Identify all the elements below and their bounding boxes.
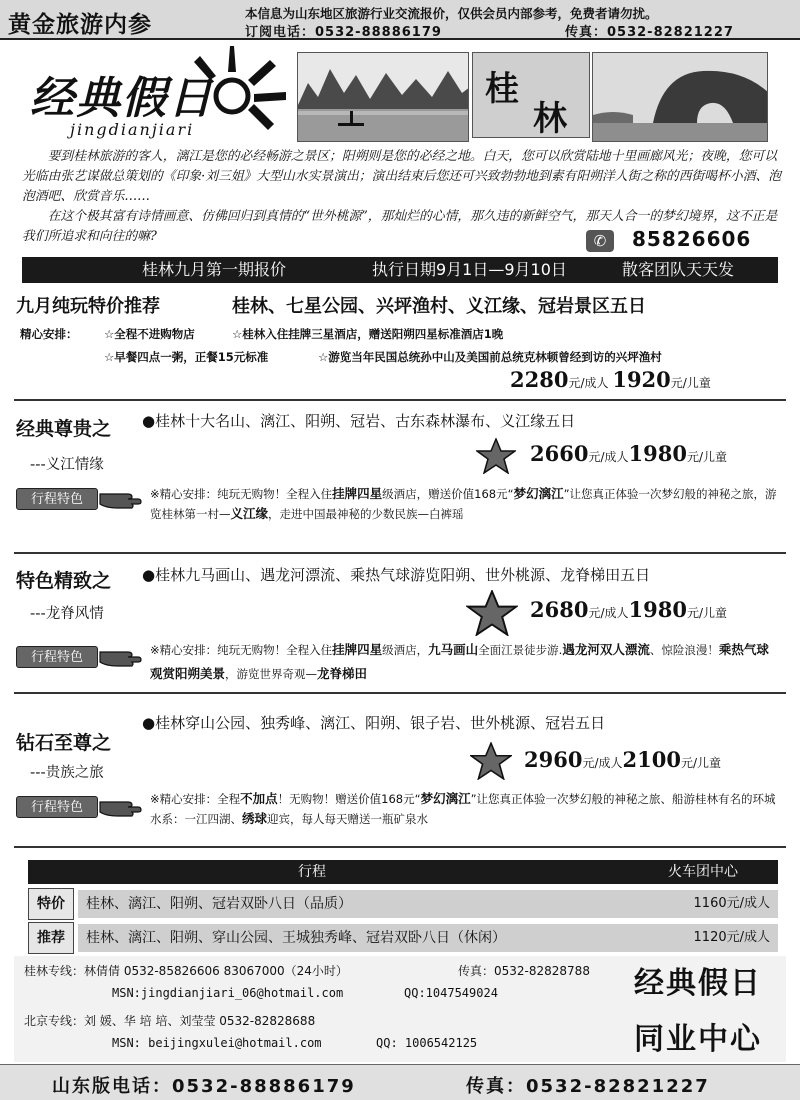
footer-bar	[0, 1064, 800, 1100]
route1-description	[150, 484, 778, 524]
divider	[14, 552, 786, 554]
telephone-icon: ✆	[586, 230, 614, 252]
route2-desc-highlight: 龙脊梯田	[317, 666, 368, 681]
star-icon	[466, 590, 518, 636]
route3-description	[150, 789, 778, 829]
route3-desc-part: 迎宾，每人每天赠送一瓶矿泉水	[267, 812, 429, 826]
agency-name: 经典假日	[634, 966, 762, 1001]
route3-desc-part: ※精心安排：全程	[150, 792, 241, 806]
route1-desc-part: ※精心安排：纯玩无购物！全程入住	[150, 487, 333, 501]
special-note-3: ☆早餐四点一粥，正餐15元标准	[104, 350, 269, 364]
route1-desc-highlight: 梦幻漓江	[513, 486, 564, 501]
li-river-photo	[297, 52, 469, 142]
route2-adult-price: 2680	[530, 597, 589, 622]
special-title: 九月纯玩特价推荐	[16, 296, 160, 317]
route1-route: ●桂林十大名山、漓江、阳朔、冠岩、古东森林瀑布、义江缘五日	[142, 412, 576, 430]
footer-fax: 传真：0532-82821227	[466, 1076, 710, 1097]
train-table	[28, 886, 778, 954]
hotline-number: 85826606	[632, 227, 752, 251]
route1-sub: ---义江情缘	[30, 457, 104, 473]
route2-desc-highlight: 遇龙河双人漂流	[562, 642, 650, 657]
beijing-line: 北京专线：刘 媛、华 培 培、刘莹莹 0532-82828688	[24, 1014, 316, 1028]
route1-desc-part: 级酒店，赠送价值168元“	[382, 487, 514, 501]
divider	[14, 846, 786, 848]
special-label: 精心安排：	[20, 327, 78, 341]
intro-paragraph-2: 在这个极其富有诗情画意、仿佛回归到真情的“世外桃源”，那灿烂的心情，那久违的新鲜空气，那天人合一的梦幻境界，这不正是我们所追求和向往的嘛?	[22, 209, 778, 244]
route2-feature-tag	[16, 644, 142, 670]
city-char-lin: 林	[533, 99, 567, 139]
special-note-2: ☆桂林入住挂牌三星酒店，赠送阳朔四星标准酒店1晚	[232, 327, 504, 341]
special-note-1: ☆全程不进购物店	[104, 327, 195, 341]
elephant-hill-photo	[592, 52, 768, 142]
table-row	[78, 924, 778, 952]
badge-recommend: 推荐	[28, 922, 74, 954]
route2-child-unit: 元/儿童	[686, 606, 727, 620]
pointing-hand-icon	[98, 794, 142, 820]
feature-tag-label: 行程特色	[16, 796, 98, 818]
special-adult-price: 2280	[510, 367, 569, 392]
route2-desc-highlight: 九马画山	[428, 642, 479, 657]
route3-route: ●桂林穿山公园、独秀峰、漓江、阳朔、银子岩、世外桃源、冠岩五日	[142, 714, 606, 732]
route2-desc-part: ，游览世界奇观—	[225, 667, 318, 681]
hotline	[586, 229, 782, 254]
route2-desc-highlight: 挂牌四星	[332, 642, 383, 657]
pointing-hand-icon	[98, 644, 142, 670]
route2-child-price: 1980	[628, 597, 687, 622]
intro-paragraph-1: 要到桂林旅游的客人，漓江是您的必经畅游之景区；阳朔则是您的必经之地。白天，您可以欣赏陆地十里画廊风光；夜晚，您可以光临由张艺谋做总策划的《印象·刘三姐》大型山水实景演出；演出结束后您还可兴致勃勃地到素有阳朔洋人街之称的西街喝杯小酒、泡泡酒吧、欣赏音乐……	[22, 149, 782, 204]
route1-price	[530, 441, 727, 466]
route2-route: ●桂林九马画山、遇龙河漂流、乘热气球游览阳朔、世外桃源、龙脊梯田五日	[142, 566, 651, 584]
route2-desc-part: 全面江景徒步游.	[478, 643, 563, 657]
badge-special: 特价	[28, 888, 74, 920]
special-child-unit: 元/儿童	[670, 376, 711, 390]
route3-desc-part: ”让您真正体验一次梦幻般的神秘之旅、船游桂林有名的环城水系：一江四湖、	[150, 792, 776, 826]
route3-sub: ---贵族之旅	[30, 765, 104, 781]
table-col-center: 火车团中心	[668, 864, 738, 880]
route3-desc-part: ！无购物！赠送价值168元“	[277, 792, 421, 806]
footer-tel: 山东版电话：0532-88886179	[52, 1076, 356, 1097]
route1-desc-highlight: 义江缘	[230, 506, 269, 521]
pointing-hand-icon	[98, 486, 142, 512]
route1-adult-unit: 元/成人	[588, 450, 629, 464]
issue-title: 桂林九月第一期报价	[142, 260, 287, 279]
table-row-route: 桂林、漓江、阳朔、冠岩双卧八日（品质）	[86, 896, 352, 912]
special-note-4: ☆游览当年民国总统孙中山及美国前总统克林顿曾经到访的兴坪渔村	[318, 350, 662, 364]
logo	[20, 44, 290, 144]
table-col-route: 行程	[298, 864, 326, 880]
divider	[14, 692, 786, 694]
route3-feature-tag	[16, 794, 142, 820]
subscribe-phone: 订阅电话：0532-88886179	[245, 25, 442, 40]
logo-word: 经典假日	[30, 73, 214, 124]
route3-adult-unit: 元/成人	[582, 756, 623, 770]
route2-desc-part: 级酒店，	[382, 643, 429, 657]
route3-child-price: 2100	[622, 747, 681, 772]
guilin-qq: QQ:1047549024	[404, 986, 498, 1000]
feature-tag-label: 行程特色	[16, 488, 98, 510]
logo-pinyin: jingdianjiari	[70, 120, 195, 139]
special-price	[510, 367, 711, 392]
route1-desc-part: ，走进中国最神秘的少数民族—白裤瑶	[268, 507, 464, 521]
issue-banner	[22, 257, 778, 283]
route1-child-unit: 元/儿童	[686, 450, 727, 464]
table-row-price: 1120元/成人	[693, 930, 770, 945]
city-char-gui: 桂	[485, 69, 519, 109]
city-title-box	[472, 52, 590, 138]
beijing-msn: MSN: beijingxulei@hotmail.com	[112, 1036, 322, 1050]
special-adult-unit: 元/成人	[568, 376, 609, 390]
route2-adult-unit: 元/成人	[588, 606, 629, 620]
route2-desc-highlight: 乘热气球观赏阳朔美景	[150, 642, 769, 681]
divider	[14, 399, 786, 401]
route3-price	[524, 747, 721, 772]
route2-description	[150, 638, 778, 686]
header-notice: 本信息为山东地区旅游行业交流报价，仅供会员内部参考，免费者请勿扰。	[245, 6, 658, 21]
route1-adult-price: 2660	[530, 441, 589, 466]
guilin-line: 桂林专线：林倩倩 0532-85826606 83067000（24小时）	[24, 964, 348, 978]
table-row-route: 桂林、漓江、阳朔、穿山公园、王城独秀峰、冠岩双卧八日（休闲）	[86, 930, 506, 946]
table-row	[78, 890, 778, 918]
issue-note: 散客团队天天发	[622, 260, 735, 279]
brand-title: 黄金旅游内参	[8, 12, 152, 38]
route1-desc-highlight: 挂牌四星	[332, 486, 383, 501]
route2-desc-part: 、惊险浪漫！	[649, 643, 719, 657]
route3-adult-price: 2960	[524, 747, 583, 772]
star-icon	[476, 438, 516, 474]
route3-desc-highlight: 梦幻漓江	[420, 791, 471, 806]
sun-icon	[190, 44, 290, 134]
guilin-msn: MSN:jingdianjiari_06@hotmail.com	[112, 986, 344, 1000]
agency-center: 同业中心	[634, 1022, 762, 1057]
guilin-fax: 传真：0532-82828788	[458, 964, 590, 978]
route1-child-price: 1980	[628, 441, 687, 466]
special-route: 桂林、七星公园、兴坪渔村、义江缘、冠岩景区五日	[232, 296, 646, 317]
route1-name: 经典尊贵之	[16, 418, 112, 440]
train-table-header	[28, 860, 778, 884]
route3-child-unit: 元/儿童	[680, 756, 721, 770]
star-icon	[470, 742, 512, 780]
issue-dates: 执行日期9月1日—9月10日	[372, 260, 567, 279]
feature-tag-label: 行程特色	[16, 646, 98, 668]
header-fax: 传真：0532-82821227	[565, 25, 734, 40]
route2-sub: ---龙脊风情	[30, 606, 104, 622]
contact-block	[14, 956, 786, 1062]
route3-desc-highlight: 不加点	[240, 791, 278, 806]
route3-name: 钻石至尊之	[16, 732, 112, 754]
route3-desc-highlight: 绣球	[242, 811, 268, 826]
route1-feature-tag	[16, 486, 142, 512]
route2-price	[530, 597, 727, 622]
route2-name: 特色精致之	[16, 570, 112, 592]
route2-desc-part: ※精心安排：纯玩无购物！全程入住	[150, 643, 333, 657]
table-row-price: 1160元/成人	[693, 896, 770, 911]
special-child-price: 1920	[612, 367, 671, 392]
beijing-qq: QQ: 1006542125	[376, 1036, 478, 1050]
header-bar	[0, 0, 800, 40]
route1-desc-part: ”让您真正体验一次梦幻般的神秘之旅，游览桂林第一村—	[150, 487, 777, 521]
